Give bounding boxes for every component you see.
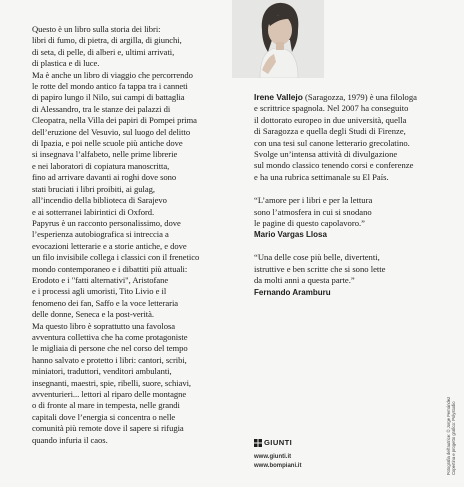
review-author-1: Mario Vargas Llosa xyxy=(254,230,327,240)
review-author-2: Fernando Aramburu xyxy=(254,287,331,297)
description-paragraph-3: Papyrus è un racconto personalissimo, dove l’esperienza autobiografica si intreccia a evocazioni letterarie e a storie antiche, e dove un filo invisibile collega i classici con il frenetico mondo contemporaneo e i dibattiti più attuali: Erodoto e i "fatti alternativi", Aristofane e i processi agli umoristi, Tito Livio e il fenomeno dei fan, Saffo e la voce letteraria delle donne, Seneca e la post-verità. xyxy=(32,217,200,320)
review-quote-1: “L’amore per i libri e per la lettura sono l’atmosfera in cui si snodano le pagine di questo capolavoro.” xyxy=(254,195,373,229)
author-portrait-image xyxy=(232,0,324,78)
publisher-site-link[interactable]: www.bompiani.it xyxy=(254,463,302,469)
author-bio-text: (Saragozza, 1979) è una filologa e scrittrice spagnola. Nel 2007 ha conseguito il dottorato europeo in due università, quella di Saragozza e quella degli Studi di Firenze, con una tesi sul canone letterario grecolatino. Svolge un’intensa attività di divulgazione sul mondo classico tenendo corsi e conferenze e ha una rubrica settimanale su El País. xyxy=(254,92,417,182)
publisher-site-link[interactable]: www.giunti.it xyxy=(254,454,292,460)
description-paragraph-1: Questo è un libro sulla storia dei libri: libri di fumo, di pietra, di argilla, di giunchi, di seta, di pelle, di alberi e, ultimi arrivati, di plastica e di luce. xyxy=(32,24,182,69)
book-description xyxy=(32,24,232,446)
description-paragraph-4: Ma questo libro è soprattutto una favolosa avventura collettiva che ha come protagoniste le migliaia di persone che nel corso del tempo hanno salvato e protetto i libri: cantori, scribi, miniatori, traduttori, venditori ambulanti, insegnanti, maestri, spie, ribelli, suore, schiavi, avventurieri... lettori al riparo delle montagne o di fronte al mare in tempesta, nelle grandi capitali dove l’energia si concentra o nelle comunità più remote dove il sapere si rifugia quando infuria il caos. xyxy=(32,320,192,445)
giunti-logo-icon xyxy=(254,439,262,447)
author-name: Irene Vallejo xyxy=(254,92,303,102)
publisher-block xyxy=(254,438,301,471)
photo-credits xyxy=(446,395,456,475)
publisher-logo-text: GIUNTI xyxy=(264,438,293,447)
description-paragraph-2: Ma è anche un libro di viaggio che percorrendo le rotte del mondo antico fa tappa tra i canneti di papiro lungo il Nilo, sui campi di battaglia di Alessandro, tra le stanze dei palazzi di Cleopatra, nella Villa dei papiri di Pompei prima dell’eruzione del Vesuvio, sul luogo del delitto di Ipazia, e poi nelle scuole più antiche dove si insegnava l’alfabeto, nelle prime librerie e nei laboratori di copiatura manoscritta, fino ad arrivare davanti ai roghi dove sono stati bruciati i libri proibiti, ai gulag, all’incendio della biblioteca di Sarajevo e ai sotterranei labirintici di Oxford. xyxy=(32,69,197,217)
publisher-logo xyxy=(254,438,301,447)
author-section xyxy=(254,92,444,298)
photo-credits-text: Fotografia dell’autrice: © Jorge Fernández Copertina e progetto grafico: Polystudio xyxy=(446,396,456,475)
author-bio xyxy=(254,92,444,183)
review-quote-2: “Una delle cose più belle, divertenti, istruttive e ben scritte che si sono lette da molti anni a questa parte.” xyxy=(254,252,386,286)
author-portrait xyxy=(232,0,324,78)
